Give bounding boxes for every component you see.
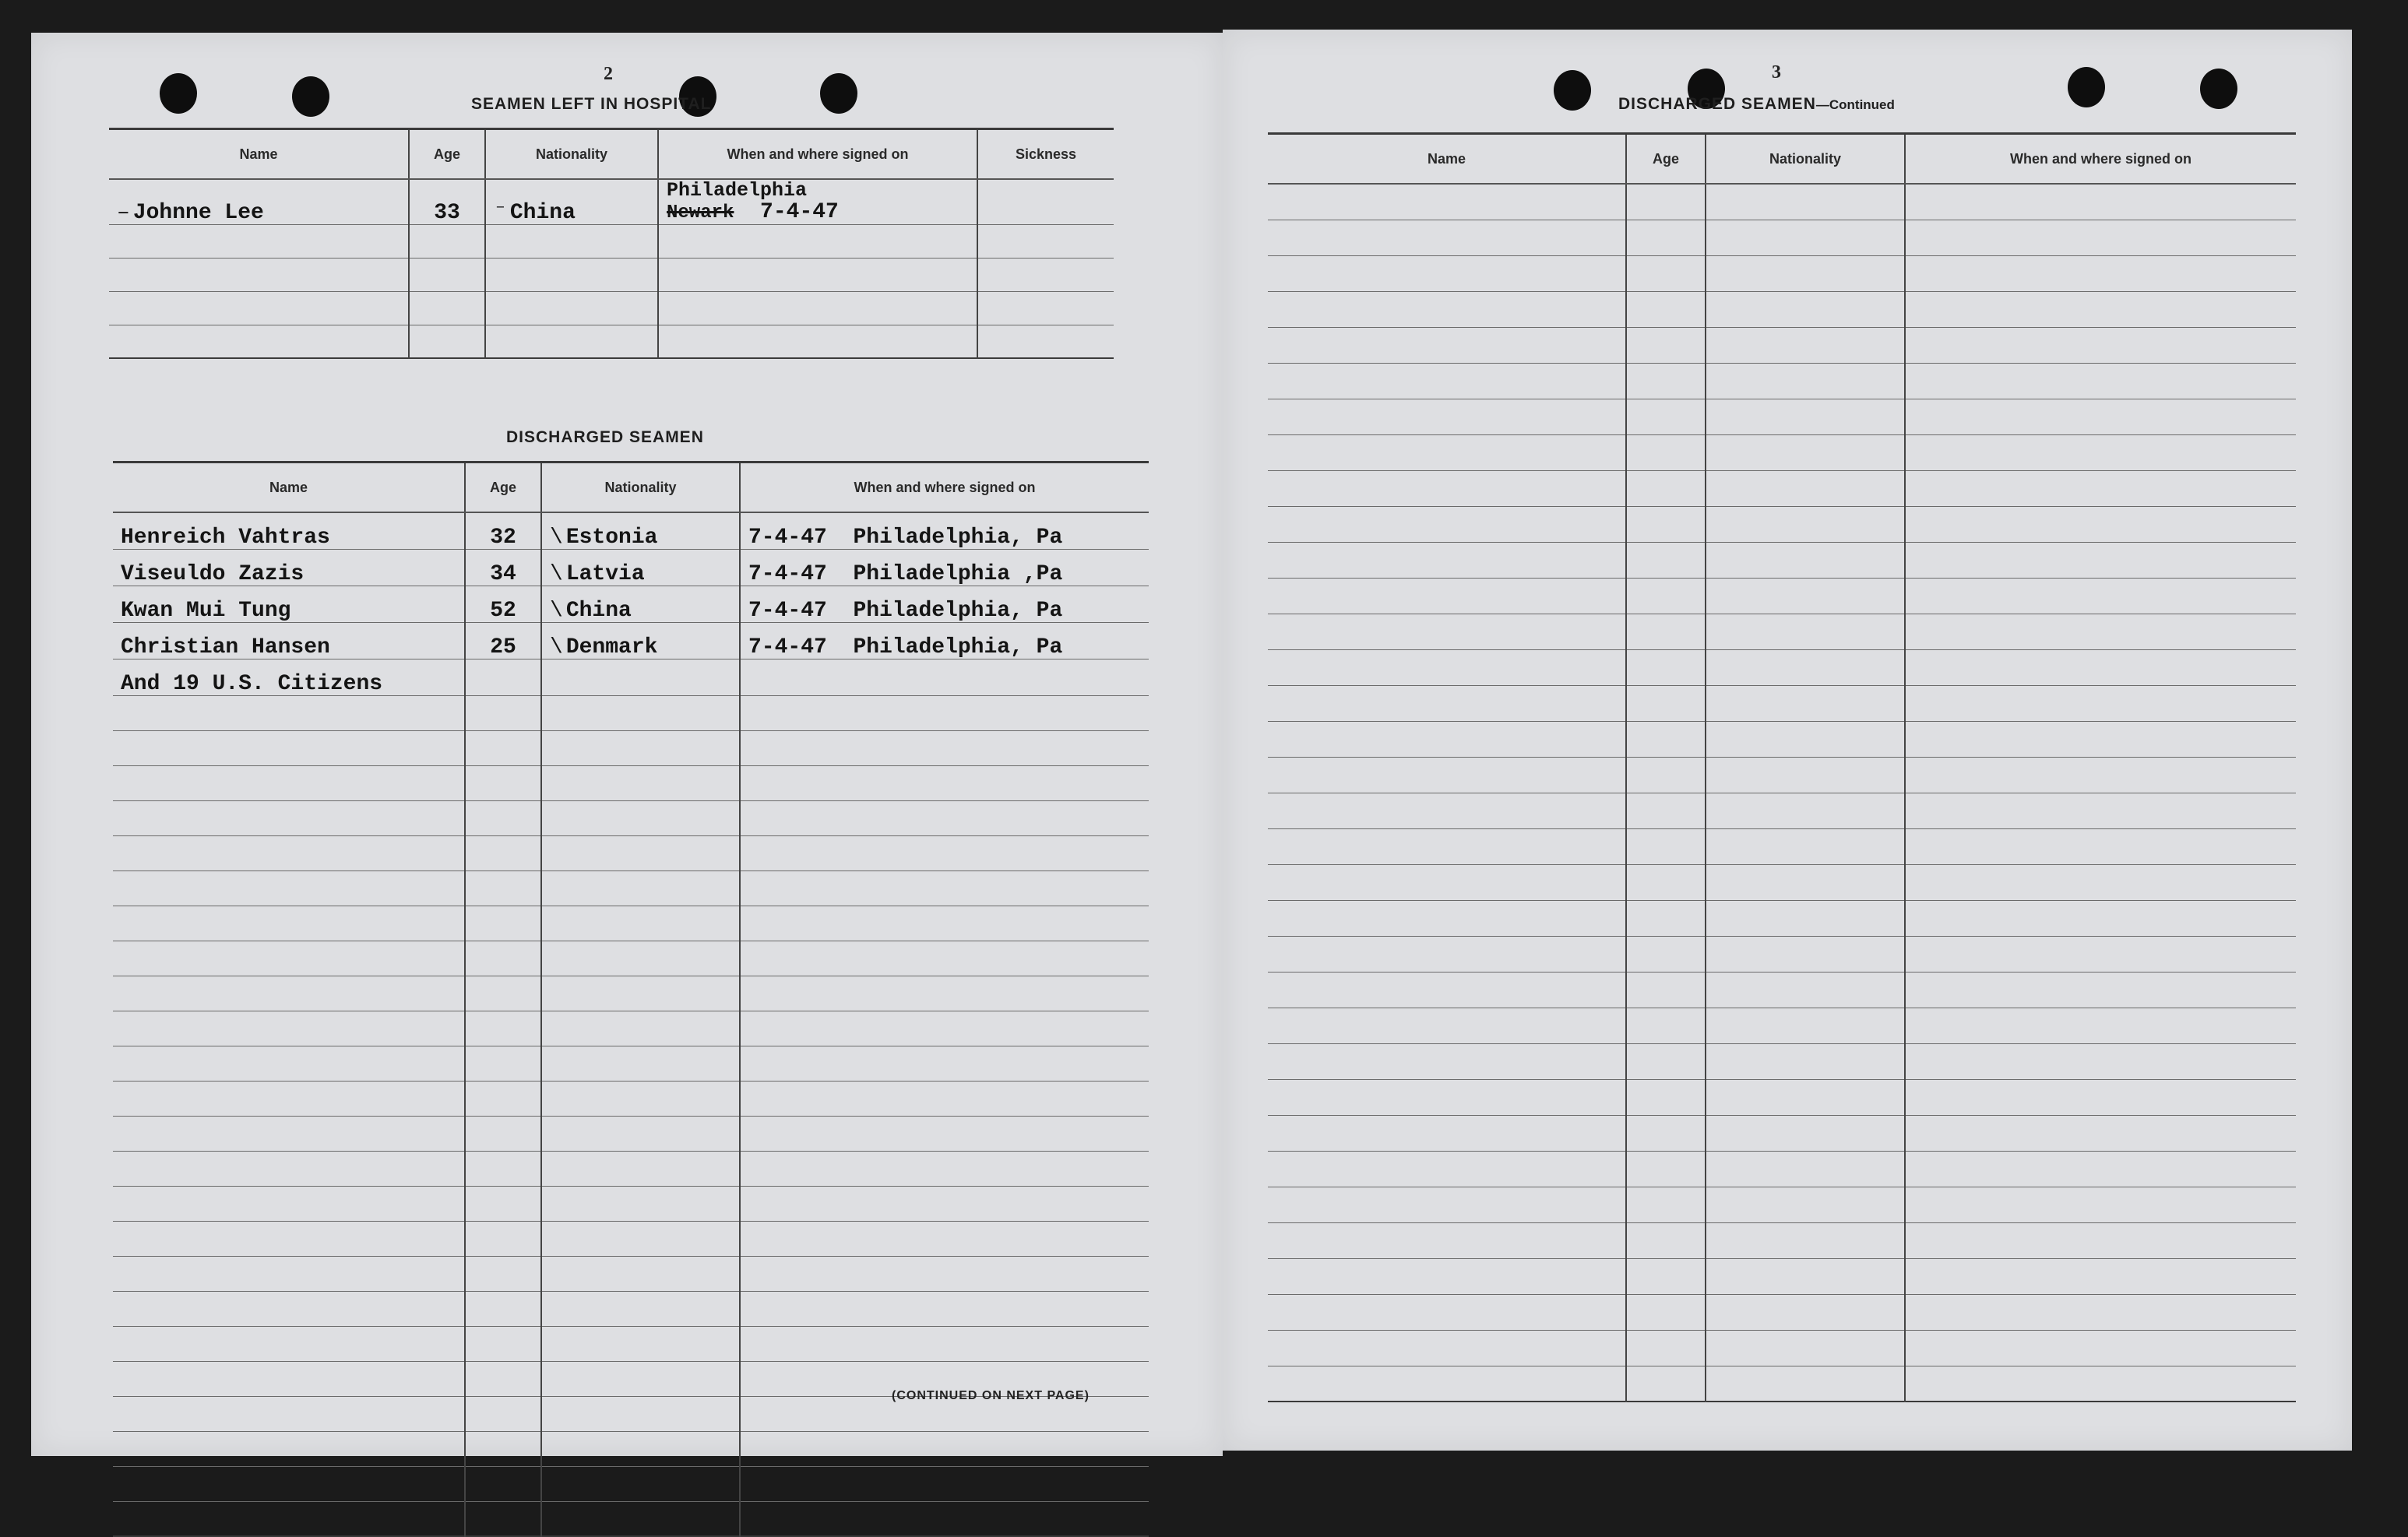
age-cell: 25 [465, 622, 541, 659]
punch-hole [2068, 67, 2105, 107]
column-header-name: Name [109, 129, 409, 180]
age-cell: 33 [409, 179, 485, 224]
nationality-cell: \ Estonia [541, 512, 740, 549]
signed-on-cell: 7-4-47 Philadelphia, Pa [740, 586, 1149, 622]
signed-on-cell: 7-4-47 Philadelphia, Pa [740, 622, 1149, 659]
name-cell: Viseuldo Zazis [113, 549, 465, 586]
right-page [1223, 30, 2352, 1451]
name-cell: Kwan Mui Tung [113, 586, 465, 622]
nationality-cell: \ Latvia [541, 549, 740, 586]
punch-hole [160, 73, 197, 114]
hospital-header-row [109, 129, 1114, 180]
column-header-signed-on: When and where signed on [740, 463, 1149, 513]
table-row [109, 258, 1114, 291]
signed-on-cell: Philadelphia Newark 7-4-47 [658, 179, 977, 224]
column-header-nationality: Nationality [541, 463, 740, 513]
signed-on-cell: 7-4-47 Philadelphia, Pa [740, 512, 1149, 549]
age-cell: 52 [465, 586, 541, 622]
column-header-sickness: Sickness [977, 129, 1114, 180]
page-number: 3 [1772, 62, 1781, 83]
age-cell: 32 [465, 512, 541, 549]
column-header-age: Age [465, 463, 541, 513]
punch-hole [820, 73, 857, 114]
hospital-section-title: SEAMEN LEFT IN HOSPITAL [471, 95, 712, 113]
page-title: DISCHARGED SEAMEN—Continued [1618, 95, 1895, 113]
page-number: 2 [604, 64, 613, 84]
table-row [113, 586, 1149, 622]
table-row [113, 549, 1149, 586]
table-row [109, 325, 1114, 358]
column-header-nationality: Nationality [1706, 134, 1905, 185]
column-header-signed-on: When and where signed on [1905, 134, 2296, 185]
discharged-header-row [113, 463, 1149, 513]
punch-hole [2200, 69, 2237, 109]
nationality-cell: \ Denmark [541, 622, 740, 659]
column-header-name: Name [1268, 134, 1626, 185]
table-row [109, 291, 1114, 325]
table-row [109, 179, 1114, 224]
punch-hole [292, 76, 329, 117]
punch-hole [1554, 70, 1591, 111]
table-row [109, 224, 1114, 258]
nationality-cell: \ China [541, 586, 740, 622]
continued-header-row [1268, 134, 2296, 185]
column-header-nationality: Nationality [485, 129, 658, 180]
left-page [31, 33, 1223, 1456]
hospital-table [109, 128, 1114, 359]
discharged-continued-table [1268, 132, 2296, 1402]
table-row [113, 512, 1149, 549]
summary-note: And 19 U.S. Citizens [113, 659, 465, 695]
column-header-signed-on: When and where signed on [658, 129, 977, 180]
table-row [113, 659, 1149, 695]
name-cell: Henreich Vahtras [113, 512, 465, 549]
column-header-age: Age [1626, 134, 1706, 185]
name-cell: ‒ Johnne Lee [109, 179, 409, 224]
name-cell: Christian Hansen [113, 622, 465, 659]
signed-on-cell: 7-4-47 Philadelphia ,Pa [740, 549, 1149, 586]
column-header-name: Name [113, 463, 465, 513]
sickness-cell [977, 179, 1114, 224]
column-header-age: Age [409, 129, 485, 180]
continued-note: (CONTINUED ON NEXT PAGE) [892, 1389, 1090, 1402]
age-cell: 34 [465, 549, 541, 586]
discharged-section-title: DISCHARGED SEAMEN [506, 428, 704, 446]
discharged-table [113, 461, 1149, 1537]
table-row [113, 622, 1149, 659]
nationality-cell: ⁻ China [485, 179, 658, 224]
